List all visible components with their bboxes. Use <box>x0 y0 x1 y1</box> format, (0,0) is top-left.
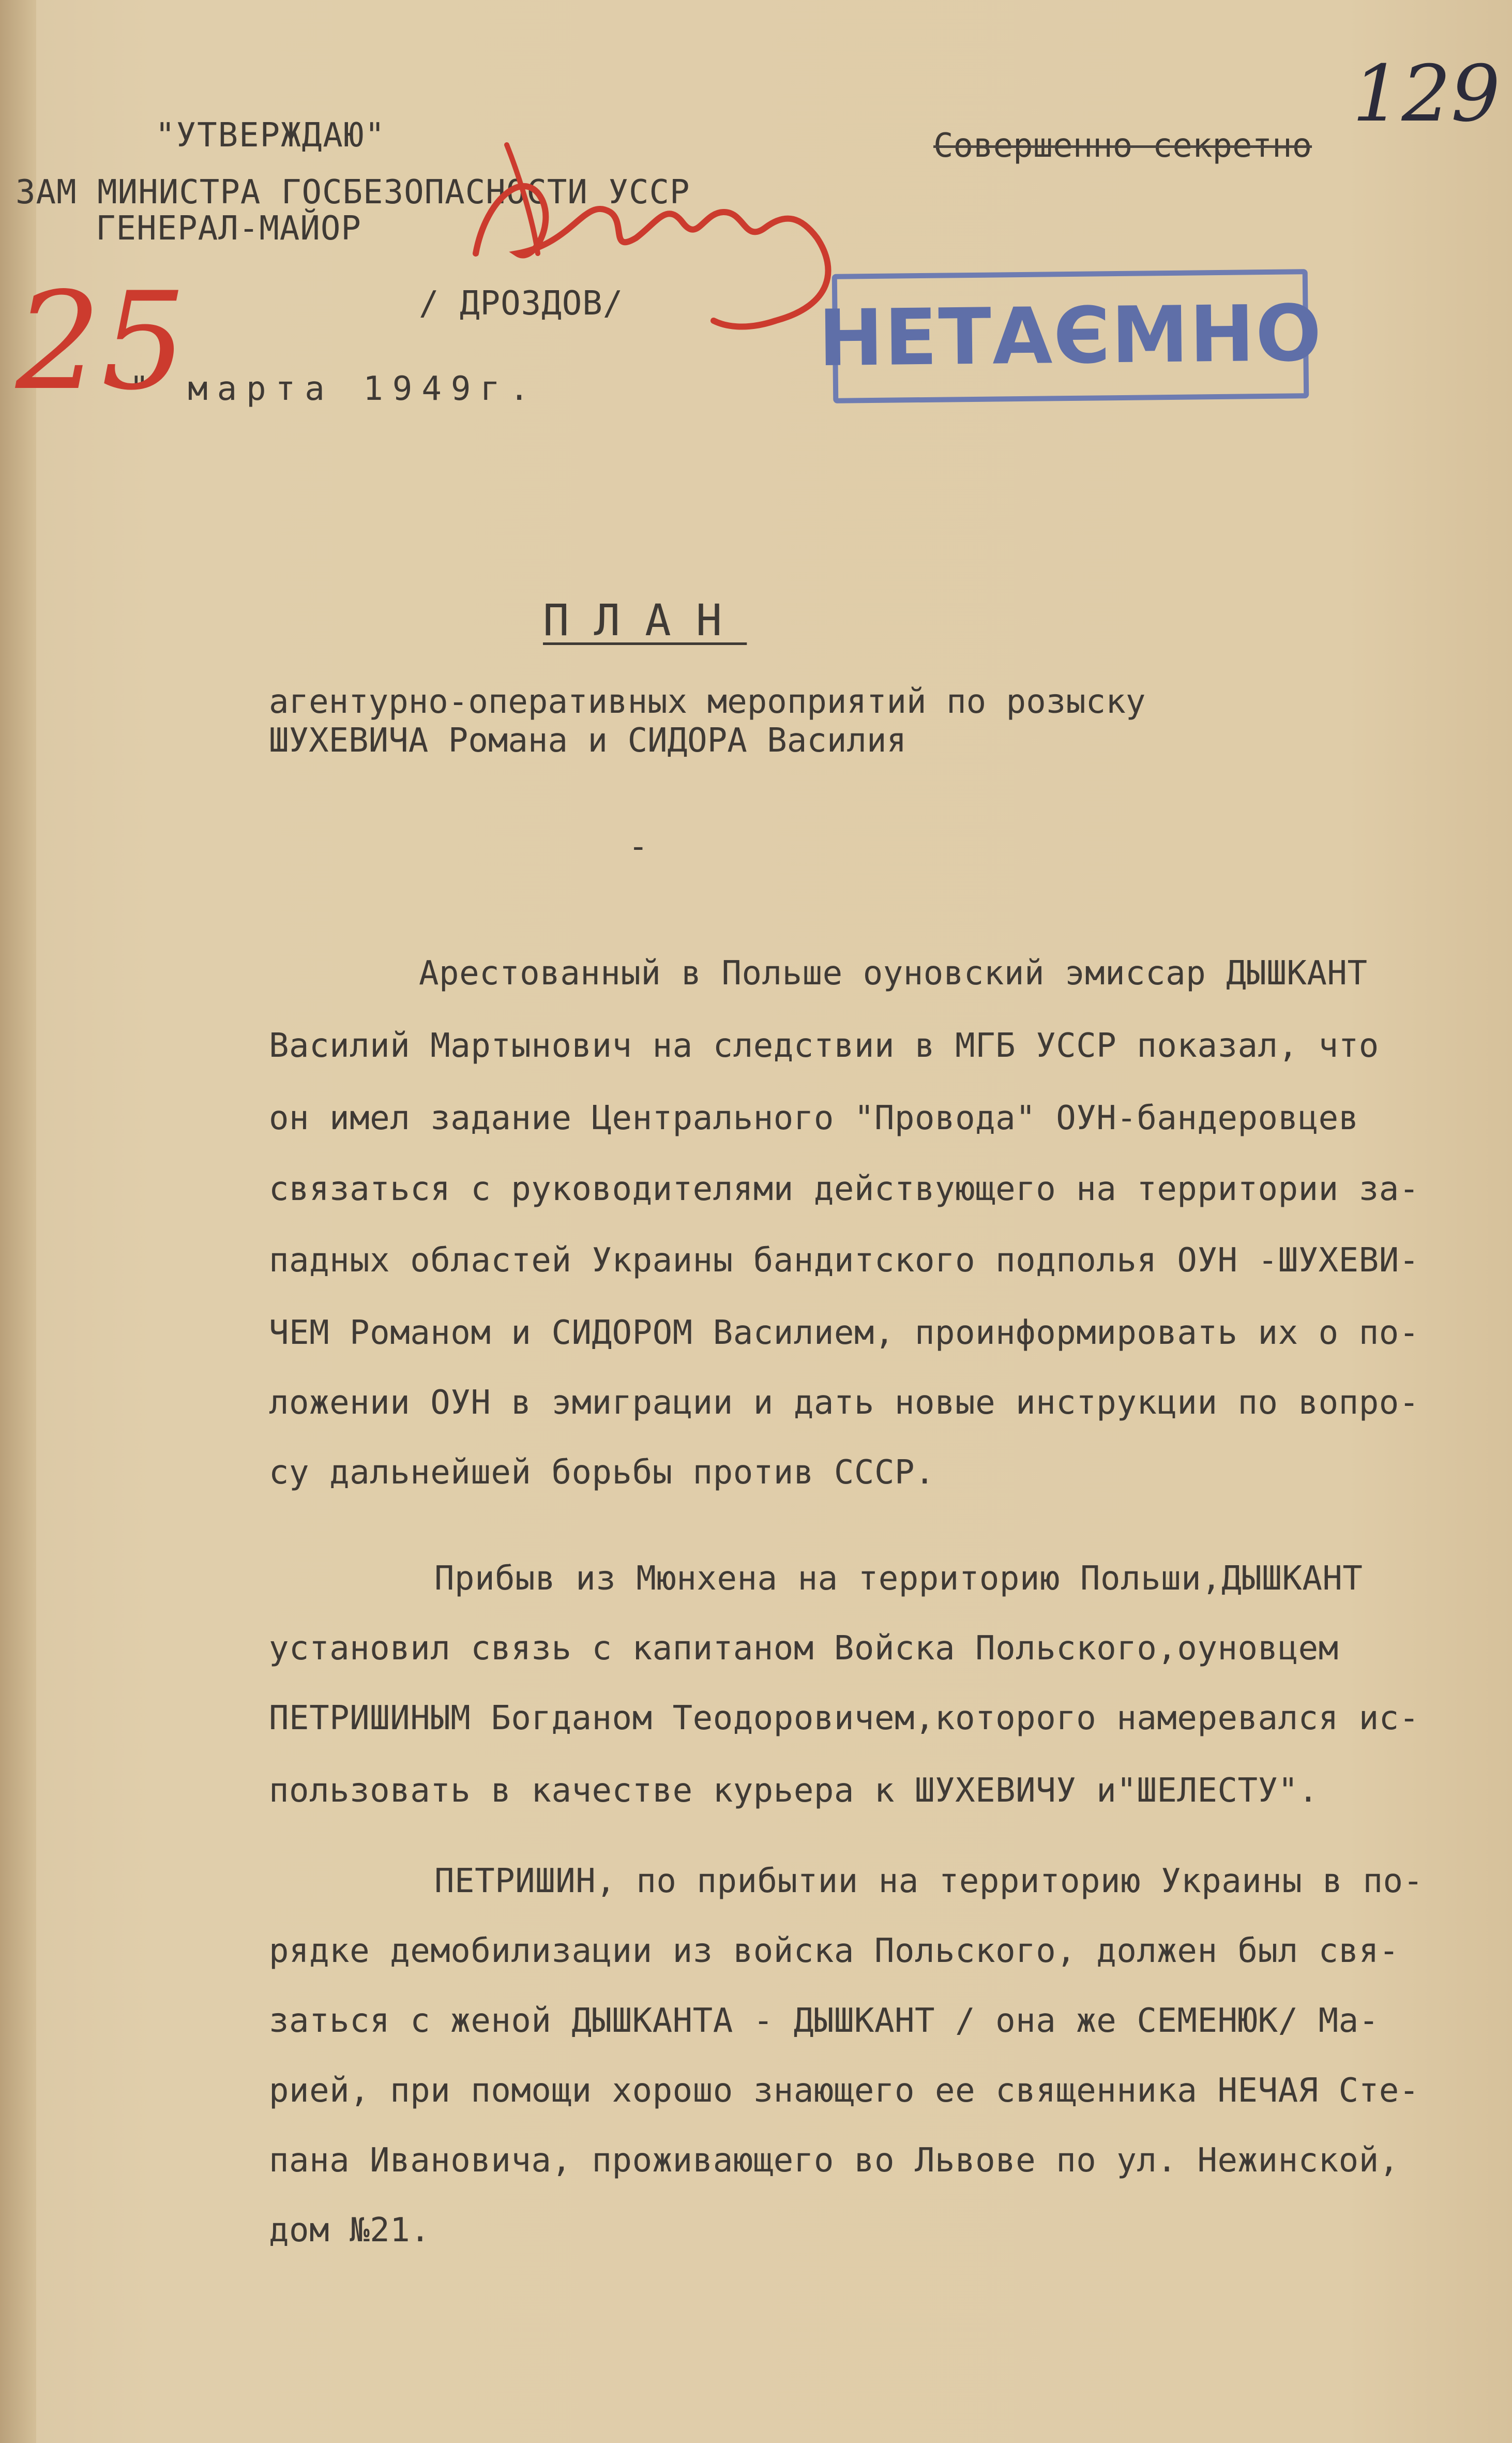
body-line: Василий Мартынович на следствии в МГБ УССР показал, что <box>269 1027 1379 1065</box>
body-line: ложении ОУН в эмиграции и дать новые инструкции по вопро- <box>269 1384 1419 1422</box>
body-line: заться с женой ДЫШКАНТА - ДЫШКАНТ / она же СЕМЕНЮК/ Ма- <box>269 2002 1379 2040</box>
approver-rank: ГЕНЕРАЛ-МАЙОР <box>96 209 361 248</box>
body-line: рядке демобилизации из войска Польского, должен был свя- <box>269 1932 1399 1970</box>
body-line: ЧЕМ Романом и СИДОРОМ Василием, проинформировать их о по- <box>269 1314 1419 1352</box>
day-number-handwritten: 25 <box>16 264 187 420</box>
body-line: падных областей Украины бандитского подполья ОУН -ШУХЕВИ- <box>269 1241 1419 1280</box>
title-separator: - <box>628 828 648 866</box>
approver-position: ЗАМ МИНИСТРА ГОСБЕЗОПАСНОСТИ УССР <box>16 173 690 212</box>
body-line: ПЕТРИШИНЫМ Богданом Теодоровичем,которого намеревался ис- <box>269 1699 1419 1737</box>
stamp-text: НЕТАЄМНО <box>818 288 1323 384</box>
approver-name: / ДРОЗДОВ/ <box>419 284 624 323</box>
signature-scribble <box>455 134 920 341</box>
document-subtitle-line1: агентурно-оперативных мероприятий по розыску <box>269 683 1146 721</box>
body-line: дом №21. <box>269 2211 431 2250</box>
body-line: Прибыв из Мюнхена на территорию Польши,ДЫШКАНТ <box>434 1560 1363 1598</box>
body-line: ПЕТРИШИН, по прибытии на территорию Украины в по- <box>434 1862 1424 1900</box>
body-line: установил связь с капитаном Войска Польского,оуновцем <box>269 1629 1339 1668</box>
folio-number: 129 <box>1352 49 1501 139</box>
approval-date: " марта 1949г. <box>129 370 539 408</box>
classification-original: Совершенно секретно <box>933 127 1312 165</box>
body-line: су дальнейшей борьбы против СССР. <box>269 1453 935 1492</box>
body-line: связаться с руководителями действующего на территории за- <box>269 1170 1419 1208</box>
handwritten-day <box>10 248 187 434</box>
document-title: ПЛАН <box>543 595 747 646</box>
body-line: пана Ивановича, проживающего во Львове по ул. Нежинской, <box>269 2141 1399 2180</box>
body-line: пользовать в качестве курьера к ШУХЕВИЧУ и"ШЕЛЕСТУ". <box>269 1772 1319 1810</box>
document-subtitle-line2: ШУХЕВИЧА Романа и СИДОРА Василия <box>269 722 906 760</box>
body-line: рией, при помощи хорошо знающего ее священника НЕЧАЯ Сте- <box>269 2072 1419 2110</box>
approval-heading: "УТВЕРЖДАЮ" <box>155 116 386 155</box>
body-line: он имел задание Центрального "Провода" ОУН-бандеровцев <box>269 1099 1359 1137</box>
body-line: Арестованный в Польше оуновский эмиссар ДЫШКАНТ <box>419 954 1368 993</box>
